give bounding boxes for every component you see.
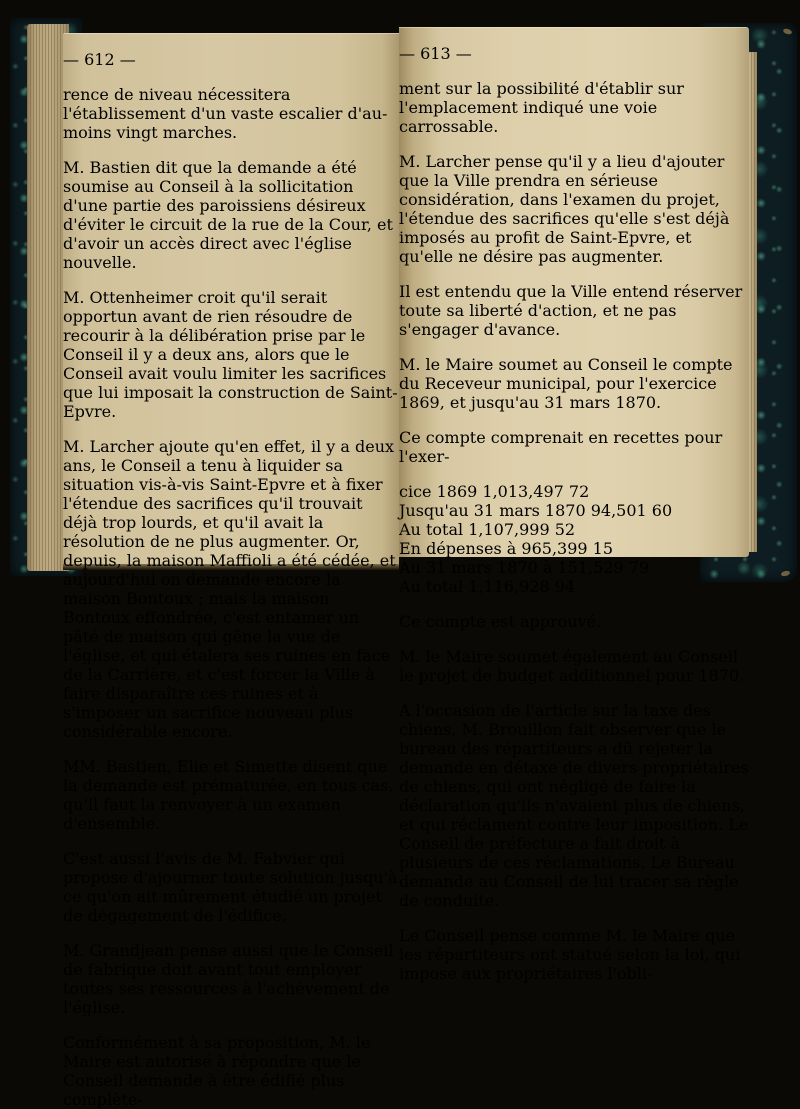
ledger-amount: 1,107,999 52 <box>468 520 576 539</box>
right-page <box>399 27 749 983</box>
paragraph: M. Larcher pense qu'il y a lieu d'ajouter que la Ville prendra en sérieuse considération, dans l'examen du projet, l'étendue des sacrifices qu'elle s'est déjà imposés au profit de Saint-Epvre, et qu'elle ne désire pas augmenter. <box>399 152 730 266</box>
ledger-row <box>399 558 749 577</box>
paragraph: C'est aussi l'avis de M. Fabvier qui propose d'ajourner toute solution jusqu'à ce qu'on ait mûrement étudié un projet de dégagement de l'édifice. <box>63 849 398 925</box>
page-number-right: — 613 — <box>399 44 472 63</box>
paragraph: MM. Bastien, Elie et Simette disent que la demande est prématurée, en tous cas, qu'il faut la renvoyer à un examen d'ensemble. <box>63 757 394 833</box>
left-page <box>63 33 399 1109</box>
left-page-text <box>63 50 399 1109</box>
ledger-label: Au total <box>399 520 464 539</box>
paragraph: M. le Maire soumet également au Conseil le projet de budget additionnel pour 1870. <box>399 647 745 685</box>
receiver-account-table <box>399 428 749 596</box>
ledger-amount: 1,013,497 72 <box>482 482 590 501</box>
ledger-amount: 94,501 60 <box>590 501 673 520</box>
paragraph: A l'occasion de l'article sur la taxe des chiens, M. Brouillon fait observer que le bureau des répartiteurs a dû rejeter la demande en détaxe de divers propriétaires de chiens, qui ont négligé de faire la déclaration qu'ils n'avaient plus de chiens, et qui réclament contre leur imposition. Le Conseil de préfecture a fait droit à plusieurs de ces réclamations. Le Bureau demande au Conseil de lui tracer sa règle de conduite. <box>399 701 749 910</box>
paragraph: Ce compte est approuvé. <box>399 612 602 631</box>
ledger-label: cice 1869 <box>399 482 478 501</box>
ledger-row <box>399 539 749 558</box>
paragraph: rence de niveau nécessitera l'établissement d'un vaste escalier d'au-moins vingt marches. <box>63 85 388 142</box>
paragraph: M. Ottenheimer croit qu'il serait opportun avant de rien résoudre de recourir à la délibération prise par le Conseil il y a deux ans, alors que le Conseil avait voulu limiter les sacrifices que lui imposait la construction de Saint-Epvre. <box>63 288 398 421</box>
ledger-total-row <box>399 577 749 596</box>
paragraph: M. Larcher ajoute qu'en effet, il y a deux ans, le Conseil a tenu à liquider sa situation vis-à-vis Saint-Epvre et à fixer l'étendue des sacrifices qu'il trouvait déjà trop lourds, et qu'il avait la résolution de ne plus augmenter. Or, depuis, la maison Maffioli a été cédée, et aujourd'hui on demande encore la maison Bontoux ; mais la maison Bontoux effondrée, c'est entamer un pâté de maison qui gêne la vue de l'église, et qui étalera ses ruines en face de la Carrière, et c'est forcer la Ville à faire disparaître ces ruines et à s'imposer un sacrifice nouveau plus considérable encore. <box>63 437 396 741</box>
ledger-total-row <box>399 520 749 539</box>
right-page-text <box>399 44 749 983</box>
ledger-row <box>399 482 749 501</box>
paragraph: Il est entendu que la Ville entend réserver toute sa liberté d'action, et ne pas s'engager d'avance. <box>399 282 743 339</box>
paragraph: M. Bastien dit que la demande a été soumise au Conseil à la sollicitation d'une partie des paroissiens désireux d'éviter le circuit de la rue de la Cour, et d'avoir un accès direct avec l'église nouvelle. <box>63 158 393 272</box>
ledger-amount: 151,529 79 <box>557 558 650 577</box>
ledger-intro: Ce compte comprenait en recettes pour l'exer- <box>399 428 723 466</box>
ledger-label: Jusqu'au 31 mars 1870 <box>399 501 586 520</box>
paragraph: M. le Maire soumet au Conseil le compte du Receveur municipal, pour l'exercice 1869, et jusqu'au 31 mars 1870. <box>399 355 733 412</box>
ledger-amount: 1,116,928 94 <box>468 577 576 596</box>
page-number-left: — 612 — <box>63 50 136 69</box>
ledger-label: Au 31 mars 1870 à <box>399 558 553 577</box>
ledger-label: En dépenses à <box>399 539 517 558</box>
paragraph: M. Grandjean pense aussi que le Conseil de fabrique doit avant tout employer toutes ses ressources à l'achèvement de l'église. <box>63 941 394 1017</box>
paragraph: ment sur la possibilité d'établir sur l'emplacement indiqué une voie carrossable. <box>399 79 684 136</box>
paragraph: Le Conseil pense comme M. le Maire que les répartiteurs ont statué selon la loi, qui impose aux propriétaires l'obli- <box>399 926 741 983</box>
ledger-row <box>399 501 749 520</box>
paragraph: Conformément à sa proposition, M. le Maire est autorisé à répondre que le Conseil demande à être édifié plus complète- <box>63 1033 371 1109</box>
ledger-amount: 965,399 15 <box>521 539 614 558</box>
ledger-label: Au total <box>399 577 464 596</box>
